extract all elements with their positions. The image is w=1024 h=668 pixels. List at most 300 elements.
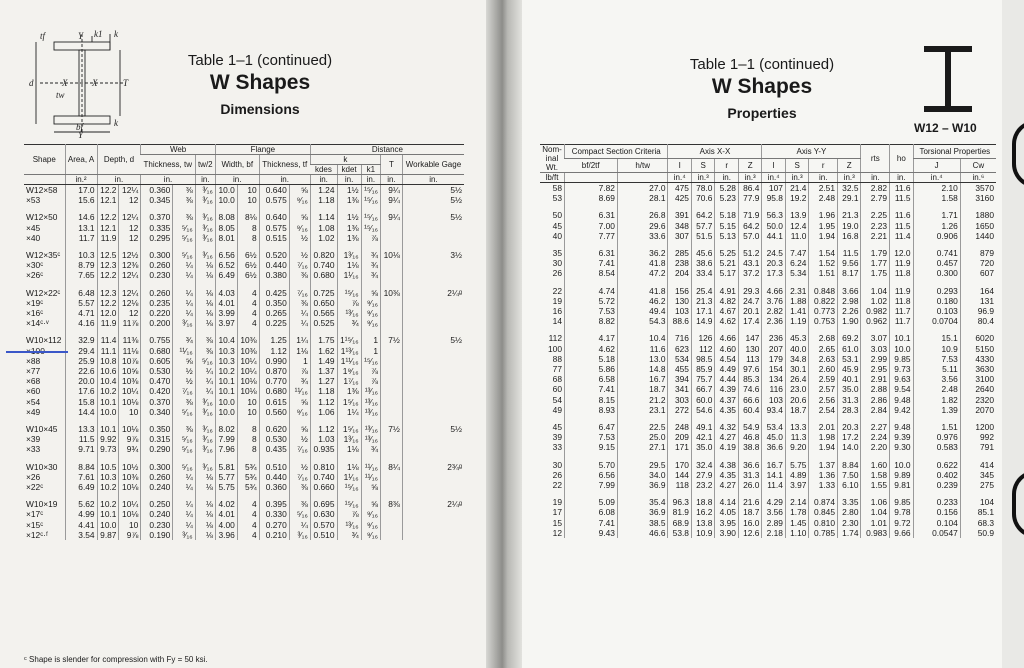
table-cell: 17 [552,507,562,518]
table-cell [738,203,761,210]
table-cell: ⁹⁄₁₆ [289,223,310,233]
unit-cell: in.³ [785,173,808,183]
table-cell: ×26ᶜ [26,270,44,281]
table-cell: 77.9 [738,193,761,203]
table-cell: 18.7 [785,405,808,415]
table-cell [617,203,668,210]
table-cell: 10.1 [97,509,119,519]
table-cell: 19 [552,295,562,306]
table-cell: 10⅜ [237,335,259,345]
table-cell [381,366,403,376]
table-cell: ¹⁵⁄₁₆ [361,185,380,196]
table-cell: 7.41 [565,258,618,268]
table-cell: ¹³⁄₁₆ [361,424,380,434]
table-cell: 0.845 [809,507,838,517]
table-cell: 0.773 [809,306,838,316]
table-cell: ¼ [173,308,195,318]
properties-table [540,144,996,538]
table-cell: 2.18 [762,528,785,538]
table-cell [838,326,861,333]
table-cell: 38.6 [691,258,714,268]
table-cell: 8.02 [215,424,237,434]
table-cell [310,243,337,250]
table-cell: ⁹⁄₁₆ [361,318,380,328]
table-cell: 879 [960,248,996,258]
table-cell: 113 [738,354,761,364]
table-cell [402,482,464,492]
table-row [540,333,996,343]
table-cell [960,241,996,248]
table-cell: 2.31 [785,286,808,296]
table-cell: 6020 [960,333,996,343]
table-cell [381,233,403,243]
unit-cell: in.² [65,175,97,185]
table-cell: ⁵⁄₁₆ [195,356,215,366]
table-row [540,528,996,538]
table-cell: ¹⁵⁄₁₆ [337,288,361,298]
table-cell [195,492,215,499]
table-cell: 27.0 [617,183,668,194]
table-cell [24,281,65,288]
table-cell: 0.753 [809,316,838,326]
table-cell: 9.39 [890,432,913,442]
table-cell: 20.3 [838,422,861,432]
table-cell: 0.530 [259,434,289,444]
table-cell: 0.725 [310,288,337,298]
table-cell: 9.20 [785,442,808,452]
table-cell: 1½ [337,212,361,222]
table-cell: 10 [237,195,259,205]
table-cell: ⅝ [173,356,195,366]
table-cell: 3.56 [913,374,960,384]
table-cell: 1⅜ [337,386,361,396]
table-cell [960,490,996,497]
table-cell: ×77 [26,366,41,377]
table-cell [215,328,237,335]
table-cell [119,205,141,212]
table-cell: 0.225 [259,318,289,328]
table-cell: 9¾ [119,444,141,454]
col-bf: Width, bf [215,155,259,175]
table-cell: 0.300 [141,462,173,472]
table-cell: 154 [762,364,785,374]
table-cell: ³⁄₁₆ [173,318,195,328]
table-cell: 9¼ [381,185,403,196]
table-cell [361,455,380,462]
table-cell: ¼ [173,260,195,270]
table-cell: 2.95 [861,364,890,374]
right-title-line2: W Shapes [711,75,813,98]
table-cell: 12 [119,233,141,243]
table-cell: 11.7 [890,316,913,326]
table-cell: 1.12 [310,397,337,407]
table-cell: ¹¹⁄₁₆ [361,462,380,472]
group-axis-x: Axis X-X [668,145,762,159]
table-cell [259,281,289,288]
table-cell: ⁷⁄₁₆ [289,444,310,454]
table-row [540,405,996,415]
table-cell: 7.99 [215,434,237,444]
table-cell [402,270,464,280]
table-cell: 3.66 [838,286,861,296]
table-cell: 0.293 [913,286,960,296]
table-cell: 9.81 [890,480,913,490]
table-cell: 2.20 [861,442,890,452]
table-cell: ⁵⁄₁₆ [173,444,195,454]
table-cell [402,386,464,396]
table-row [540,279,996,286]
table-cell: 10.6 [97,366,119,376]
table-cell: 18.7 [617,384,668,394]
table-cell: 1⁷⁄₁₆ [337,376,361,386]
table-cell [65,328,97,335]
table-cell [289,205,310,212]
table-cell [24,205,65,212]
table-cell: 0.265 [259,308,289,318]
table-cell: 0.200 [141,318,173,328]
table-cell [402,530,464,540]
table-cell: 0.260 [141,288,173,298]
table-cell: 56.3 [762,210,785,220]
table-cell [24,455,65,462]
table-cell: 74.6 [738,384,761,394]
table-cell [565,490,618,497]
table-cell [565,241,618,248]
table-cell: 10⅛ [119,397,141,407]
table-cell: 49 [552,404,562,415]
table-cell: ⁷⁄₁₆ [289,472,310,482]
table-cell [215,455,237,462]
table-cell: 9⅞ [119,434,141,444]
table-cell [861,453,890,460]
table-cell: ⅜ [173,212,195,222]
table-cell: 8.54 [565,268,618,278]
table-cell: ¼ [195,376,215,386]
table-cell [890,326,913,333]
table-row [24,424,464,434]
table-cell: 28.1 [617,193,668,203]
table-cell [381,298,403,308]
table-cell [785,326,808,333]
table-cell: 8.84 [65,462,97,472]
table-cell: 11⅜ [119,335,141,345]
table-cell: 10½ [119,462,141,472]
table-cell [381,530,403,540]
table-cell: 9.54 [890,384,913,394]
table-cell [890,241,913,248]
table-cell: 10 [237,407,259,417]
table-cell: 118 [668,480,691,490]
table-cell [668,490,691,497]
table-cell: 88.6 [668,316,691,326]
table-cell: 9¼ [381,195,403,205]
table-cell: 1.51 [809,268,838,278]
table-cell: 45.3 [785,333,808,343]
table-cell: 0.575 [259,195,289,205]
table-cell [361,205,380,212]
table-cell [381,492,403,499]
table-cell: 1¹³⁄₁₆ [337,346,361,356]
table-cell: 0.335 [141,223,173,233]
table-cell: 10⅜ [381,288,403,298]
table-cell: 35.4 [617,497,668,507]
table-cell: 0.810 [310,462,337,472]
table-cell: 1.06 [310,407,337,417]
table-cell: 13.9 [785,210,808,220]
table-cell [402,328,464,335]
table-cell: 8 [237,223,259,233]
table-row [24,417,464,424]
table-cell: 6.48 [65,288,97,298]
table-cell: 20.0 [65,376,97,386]
table-cell: 39 [552,432,562,443]
table-cell: 1.18 [310,195,337,205]
table-cell: 10 [119,520,141,530]
table-cell: ⅛ [195,499,215,509]
table-cell: 12.2 [97,185,119,196]
table-cell: ³⁄₁₆ [195,462,215,472]
table-cell: 5½ [402,424,464,434]
table-cell: ⅛ [195,472,215,482]
table-cell: 1.12 [259,346,289,356]
table-cell: 2.86 [861,395,890,405]
table-cell: 0.770 [259,376,289,386]
table-cell: 1.54 [809,248,838,258]
table-cell: 12.1 [97,195,119,205]
table-cell: 179 [762,354,785,364]
table-cell: 12.2 [97,298,119,308]
table-cell: 11.7 [890,306,913,316]
table-cell: 26.4 [785,374,808,384]
table-cell: 1.01 [861,518,890,528]
table-cell [24,417,65,424]
table-cell [738,326,761,333]
table-cell: 2.88 [861,384,890,394]
col-gage: Workable Gage [402,155,464,175]
table-cell [97,243,119,250]
table-cell: 0.435 [259,444,289,454]
table-cell: 4.01 [215,298,237,308]
table-cell [809,415,838,422]
table-cell: 6.31 [565,210,618,220]
table-cell: 10⅛ [237,376,259,386]
table-cell: 10⅛ [237,386,259,396]
table-cell: 8 [237,434,259,444]
table-cell: 40.0 [785,344,808,354]
table-cell: 791 [960,442,996,452]
table-cell [715,203,738,210]
table-cell: 7.53 [565,306,618,316]
table-cell: ⁹⁄₁₆ [289,195,310,205]
table-cell: 10.3 [97,472,119,482]
table-cell: 0.239 [913,480,960,490]
table-cell: 3.97 [215,318,237,328]
table-cell [691,326,714,333]
table-cell: 10 [119,407,141,417]
table-cell: 75.7 [691,374,714,384]
table-cell: 4.19 [715,442,738,452]
table-cell: 7.61 [65,472,97,482]
table-cell: 29.1 [838,193,861,203]
table-cell: 0.820 [310,250,337,260]
table-cell [381,397,403,407]
table-cell: 1200 [960,422,996,432]
table-cell: 0.525 [310,318,337,328]
table-cell: 9.87 [97,530,119,540]
table-cell: ⅝ [289,397,310,407]
table-cell: ⅝ [289,212,310,222]
table-cell: 0.620 [259,424,289,434]
table-cell: 4.44 [715,374,738,384]
table-cell: 54.3 [617,316,668,326]
table-cell: 8.17 [838,268,861,278]
table-cell [173,281,195,288]
table-cell: 14.0 [838,442,861,452]
table-cell: 4 [237,288,259,298]
table-cell: ⅛ [195,288,215,298]
col-nominal-wt: Nom-inal Wt. [540,145,565,173]
table-cell: 0.230 [141,270,173,280]
unit-cell [617,173,668,183]
table-cell: 26 [552,469,562,480]
table-cell [361,243,380,250]
table-cell: 4.35 [715,470,738,480]
table-cell [668,415,691,422]
table-cell: 1³⁄₁₆ [337,250,361,260]
table-cell: 4 [237,298,259,308]
table-cell [762,490,785,497]
table-cell: ¼ [173,472,195,482]
table-cell: 26.0 [738,480,761,490]
table-cell [381,509,403,519]
table-cell [289,455,310,462]
table-cell: 60 [552,384,562,395]
table-cell [785,453,808,460]
table-row [540,497,996,507]
table-cell: 2.24 [861,432,890,442]
table-cell: ¹³⁄₁₆ [361,397,380,407]
table-cell [838,415,861,422]
table-cell: 0.510 [310,530,337,540]
table-cell: 1.88 [785,296,808,306]
table-cell: 12.1 [97,223,119,233]
table-cell: 16.7 [762,460,785,470]
table-cell [738,490,761,497]
table-cell: 85.3 [738,374,761,384]
table-cell: 156 [668,286,691,296]
table-cell: 13.3 [65,424,97,434]
table-cell: 0.470 [141,376,173,386]
table-cell: 0.180 [913,296,960,306]
table-cell: ¼ [195,366,215,376]
table-cell [381,482,403,492]
table-cell: 10.3 [65,250,97,260]
table-row [24,260,464,270]
table-cell: 1⅛ [337,462,361,472]
table-cell [97,417,119,424]
col-header: I [668,159,691,173]
table-cell [381,243,403,250]
table-cell: 0.680 [310,270,337,280]
col-header: I [762,159,785,173]
unit-cell: in.⁶ [960,173,996,183]
table-cell: 0.755 [141,335,173,345]
table-cell: 1.04 [861,286,890,296]
table-cell: 6½ [237,270,259,280]
table-cell: ⅝ [289,185,310,196]
table-cell: 4.00 [215,520,237,530]
table-cell: 10.0 [215,185,237,196]
table-cell: 68 [552,374,562,385]
table-cell: 36.6 [738,460,761,470]
unit-cell: in.⁴ [762,173,785,183]
table-cell: 4.02 [215,499,237,509]
table-cell: 36.2 [617,248,668,258]
table-cell: ³⁄₁₆ [195,195,215,205]
table-cell [402,205,464,212]
table-cell: 100 [548,343,562,354]
table-cell [195,243,215,250]
table-cell: 4.49 [715,364,738,374]
table-cell: 68.3 [960,518,996,528]
table-cell: 1.02 [861,296,890,306]
table-cell [381,205,403,212]
table-row [540,460,996,470]
table-cell: 0.235 [141,298,173,308]
book-gutter [486,0,522,668]
table-cell [65,243,97,250]
col-header: Z [838,159,861,173]
table-cell: 32.4 [691,460,714,470]
table-cell: ⅛ [195,318,215,328]
table-row [540,231,996,241]
table-cell: 12½ [119,250,141,260]
table-cell: 10 [237,397,259,407]
table-cell: 275 [960,480,996,490]
table-row [24,250,464,260]
table-cell: ⁹⁄₁₆ [361,308,380,318]
table-cell: 0.380 [259,270,289,280]
table-cell: 0.640 [259,212,289,222]
table-cell: 0.630 [310,509,337,519]
table-cell: ¼ [173,288,195,298]
table-cell: ⅛ [195,260,215,270]
table-cell: 5.21 [715,258,738,268]
table-cell: 9.43 [565,528,618,538]
table-cell [565,326,618,333]
table-cell: 9.72 [890,518,913,528]
table-row [24,298,464,308]
table-cell: 0.290 [141,444,173,454]
table-cell: 35.0 [691,442,714,452]
unit-cell: in. [890,173,913,183]
table-cell: ⁷⁄₁₆ [289,260,310,270]
table-cell: 12¼ [119,270,141,280]
table-cell [738,453,761,460]
table-cell [762,203,785,210]
table-cell: 16.7 [617,374,668,384]
table-cell: ¹⁵⁄₁₆ [361,212,380,222]
table-cell [565,279,618,286]
table-cell: 8.15 [565,395,618,405]
table-cell [97,492,119,499]
table-cell: ¾ [337,530,361,540]
table-cell: 14.9 [691,316,714,326]
table-cell: 5¾ [237,482,259,492]
table-cell: 18.8 [691,497,714,507]
table-cell: 103 [762,395,785,405]
table-cell [119,492,141,499]
